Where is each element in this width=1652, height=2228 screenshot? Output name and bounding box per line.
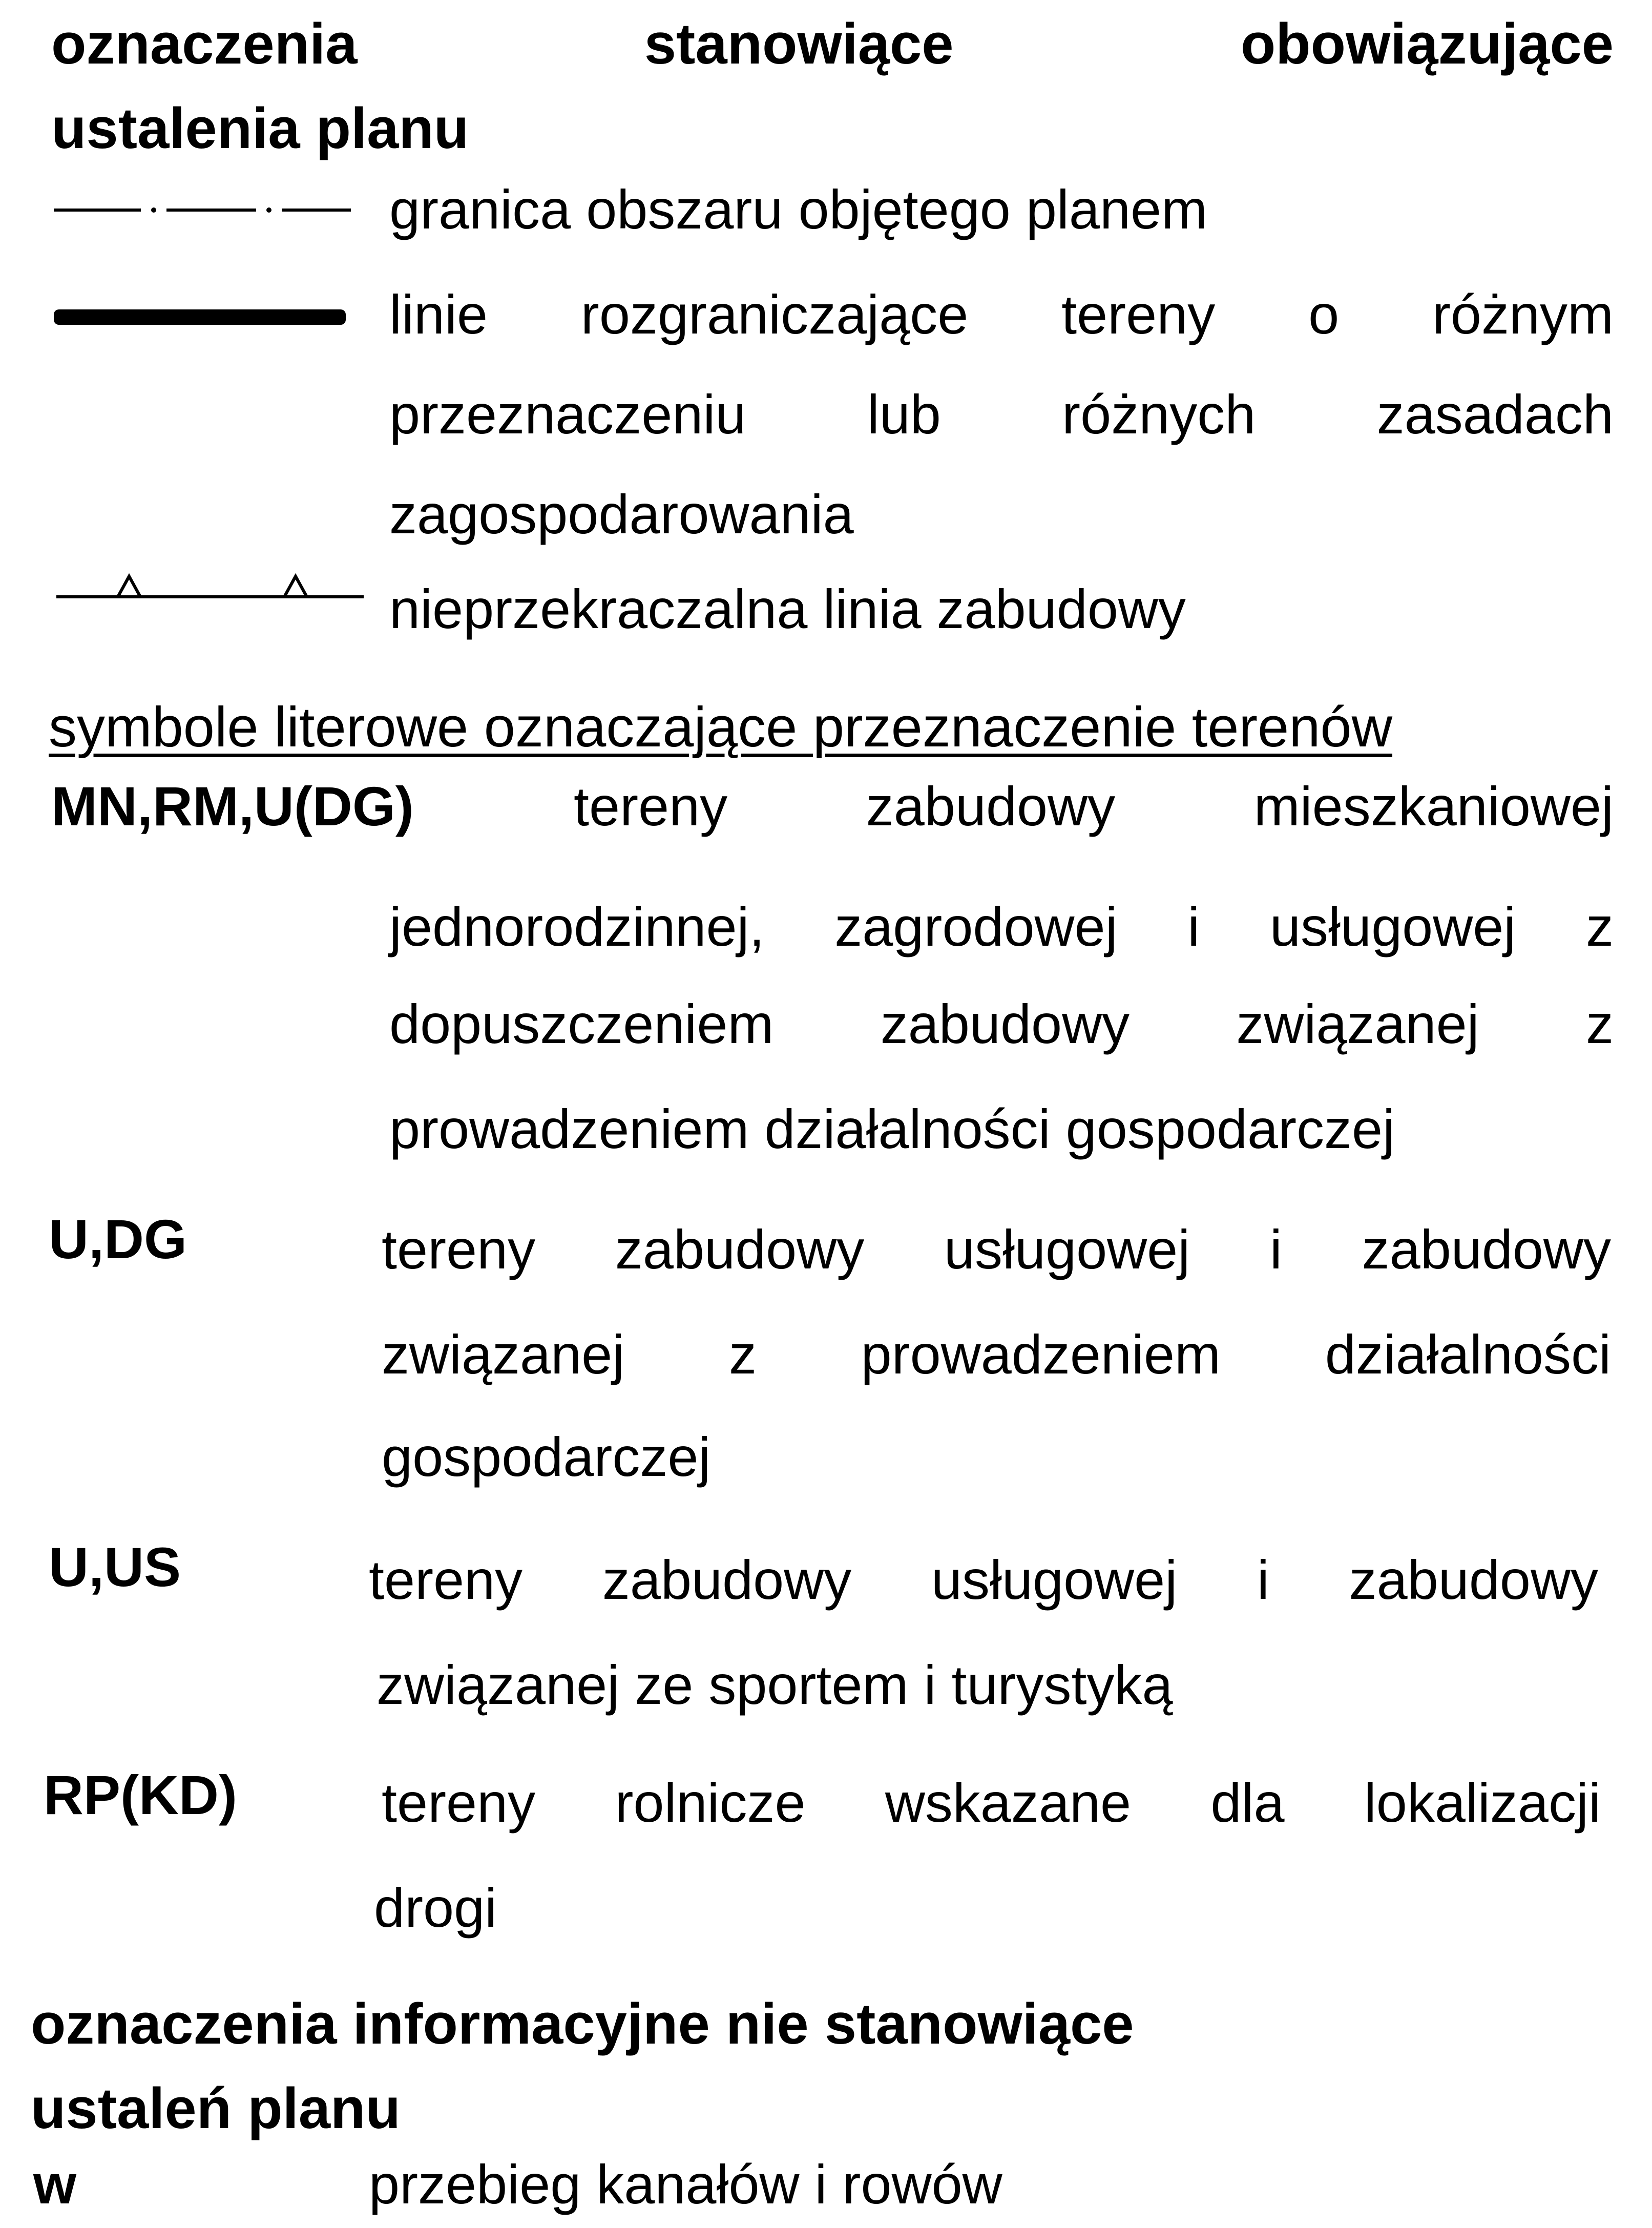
word: jednorodzinnej, (389, 896, 765, 957)
word: rolnicze (615, 1772, 806, 1834)
info-label: przebieg kanałów i rowów (369, 2153, 1002, 2215)
word: przeznaczeniu (389, 383, 746, 445)
symbol-description-line (382, 1218, 1611, 1280)
symbol-description-line (382, 1772, 1601, 1834)
symbol-description-line (382, 1323, 1611, 1385)
word: i (1187, 896, 1200, 957)
word: usługowej (931, 1549, 1178, 1611)
building-line-label: nieprzekraczalna linia zabudowy (389, 578, 1186, 640)
word: z (1585, 896, 1614, 957)
boundary-line-symbol (51, 200, 353, 220)
word: zabudowy (1362, 1218, 1611, 1280)
word: zabudowy (615, 1218, 865, 1280)
word: z (728, 1323, 757, 1385)
word: różnych (1062, 383, 1256, 445)
word: zagrodowej (834, 896, 1118, 957)
word: mieszkaniowej (1253, 775, 1614, 837)
word: różnym (1432, 283, 1614, 345)
heading-word: obowiązujące (1240, 12, 1614, 76)
word: linie (389, 283, 488, 345)
word: o (1308, 283, 1340, 345)
symbol-description-line: gospodarczej (382, 1426, 711, 1488)
symbol-description-line (389, 896, 1614, 957)
symbol-description-line (369, 1549, 1598, 1611)
symbol-description-line (574, 775, 1614, 837)
word: związanej (382, 1323, 625, 1385)
dividing-lines-label-line2 (389, 383, 1614, 445)
word: z (1585, 993, 1614, 1055)
symbol-code: RP(KD) (44, 1764, 237, 1826)
section-heading-informational: oznaczenia informacyjne nie stanowiące (31, 1992, 1134, 2056)
section-heading-informational-line2: ustaleń planu (31, 2076, 401, 2140)
word: tereny (574, 775, 728, 837)
word: lub (867, 383, 941, 445)
word: rozgraniczające (580, 283, 969, 345)
symbol-description-line: związanej ze sportem i turystyką (377, 1654, 1173, 1716)
word: zabudowy (866, 775, 1116, 837)
section-heading-letter-symbols: symbole literowe oznaczające przeznaczenie terenów (49, 696, 1393, 759)
dividing-lines-label-line3: zagospodarowania (389, 483, 854, 545)
word: zabudowy (602, 1549, 852, 1611)
word: usługowej (944, 1218, 1190, 1280)
section-heading-binding (51, 12, 1614, 76)
word: usługowej (1269, 896, 1516, 957)
word: działalności (1325, 1323, 1611, 1385)
section-heading-binding-line2: ustalenia planu (51, 96, 469, 160)
word: związanej (1236, 993, 1479, 1055)
symbol-code: U,US (49, 1536, 181, 1598)
word: wskazane (885, 1772, 1132, 1834)
dividing-line-symbol (51, 302, 348, 333)
boundary-label: granica obszaru objętego planem (389, 178, 1208, 240)
symbol-code: U,DG (49, 1208, 187, 1270)
building-line-symbol (51, 569, 369, 605)
symbol-description-line: drogi (374, 1877, 497, 1939)
word: zabudowy (880, 993, 1130, 1055)
word: i (1269, 1218, 1282, 1280)
word: dopuszczeniem (389, 993, 774, 1055)
word: tereny (1061, 283, 1216, 345)
word: zabudowy (1349, 1549, 1598, 1611)
word: lokalizacji (1364, 1772, 1601, 1834)
dividing-lines-label-line1 (389, 283, 1614, 345)
symbol-description-line (389, 993, 1614, 1055)
heading-word: stanowiące (644, 12, 954, 76)
symbol-code: MN,RM,U(DG) (51, 775, 414, 837)
word: tereny (382, 1218, 536, 1280)
info-code: w (33, 2153, 77, 2215)
word: tereny (369, 1549, 523, 1611)
word: i (1257, 1549, 1269, 1611)
heading-word: oznaczenia (51, 12, 358, 76)
word: dla (1210, 1772, 1285, 1834)
word: prowadzeniem (861, 1323, 1221, 1385)
word: zasadach (1376, 383, 1614, 445)
word: tereny (382, 1772, 536, 1834)
symbol-description-line: prowadzeniem działalności gospodarczej (389, 1098, 1395, 1160)
